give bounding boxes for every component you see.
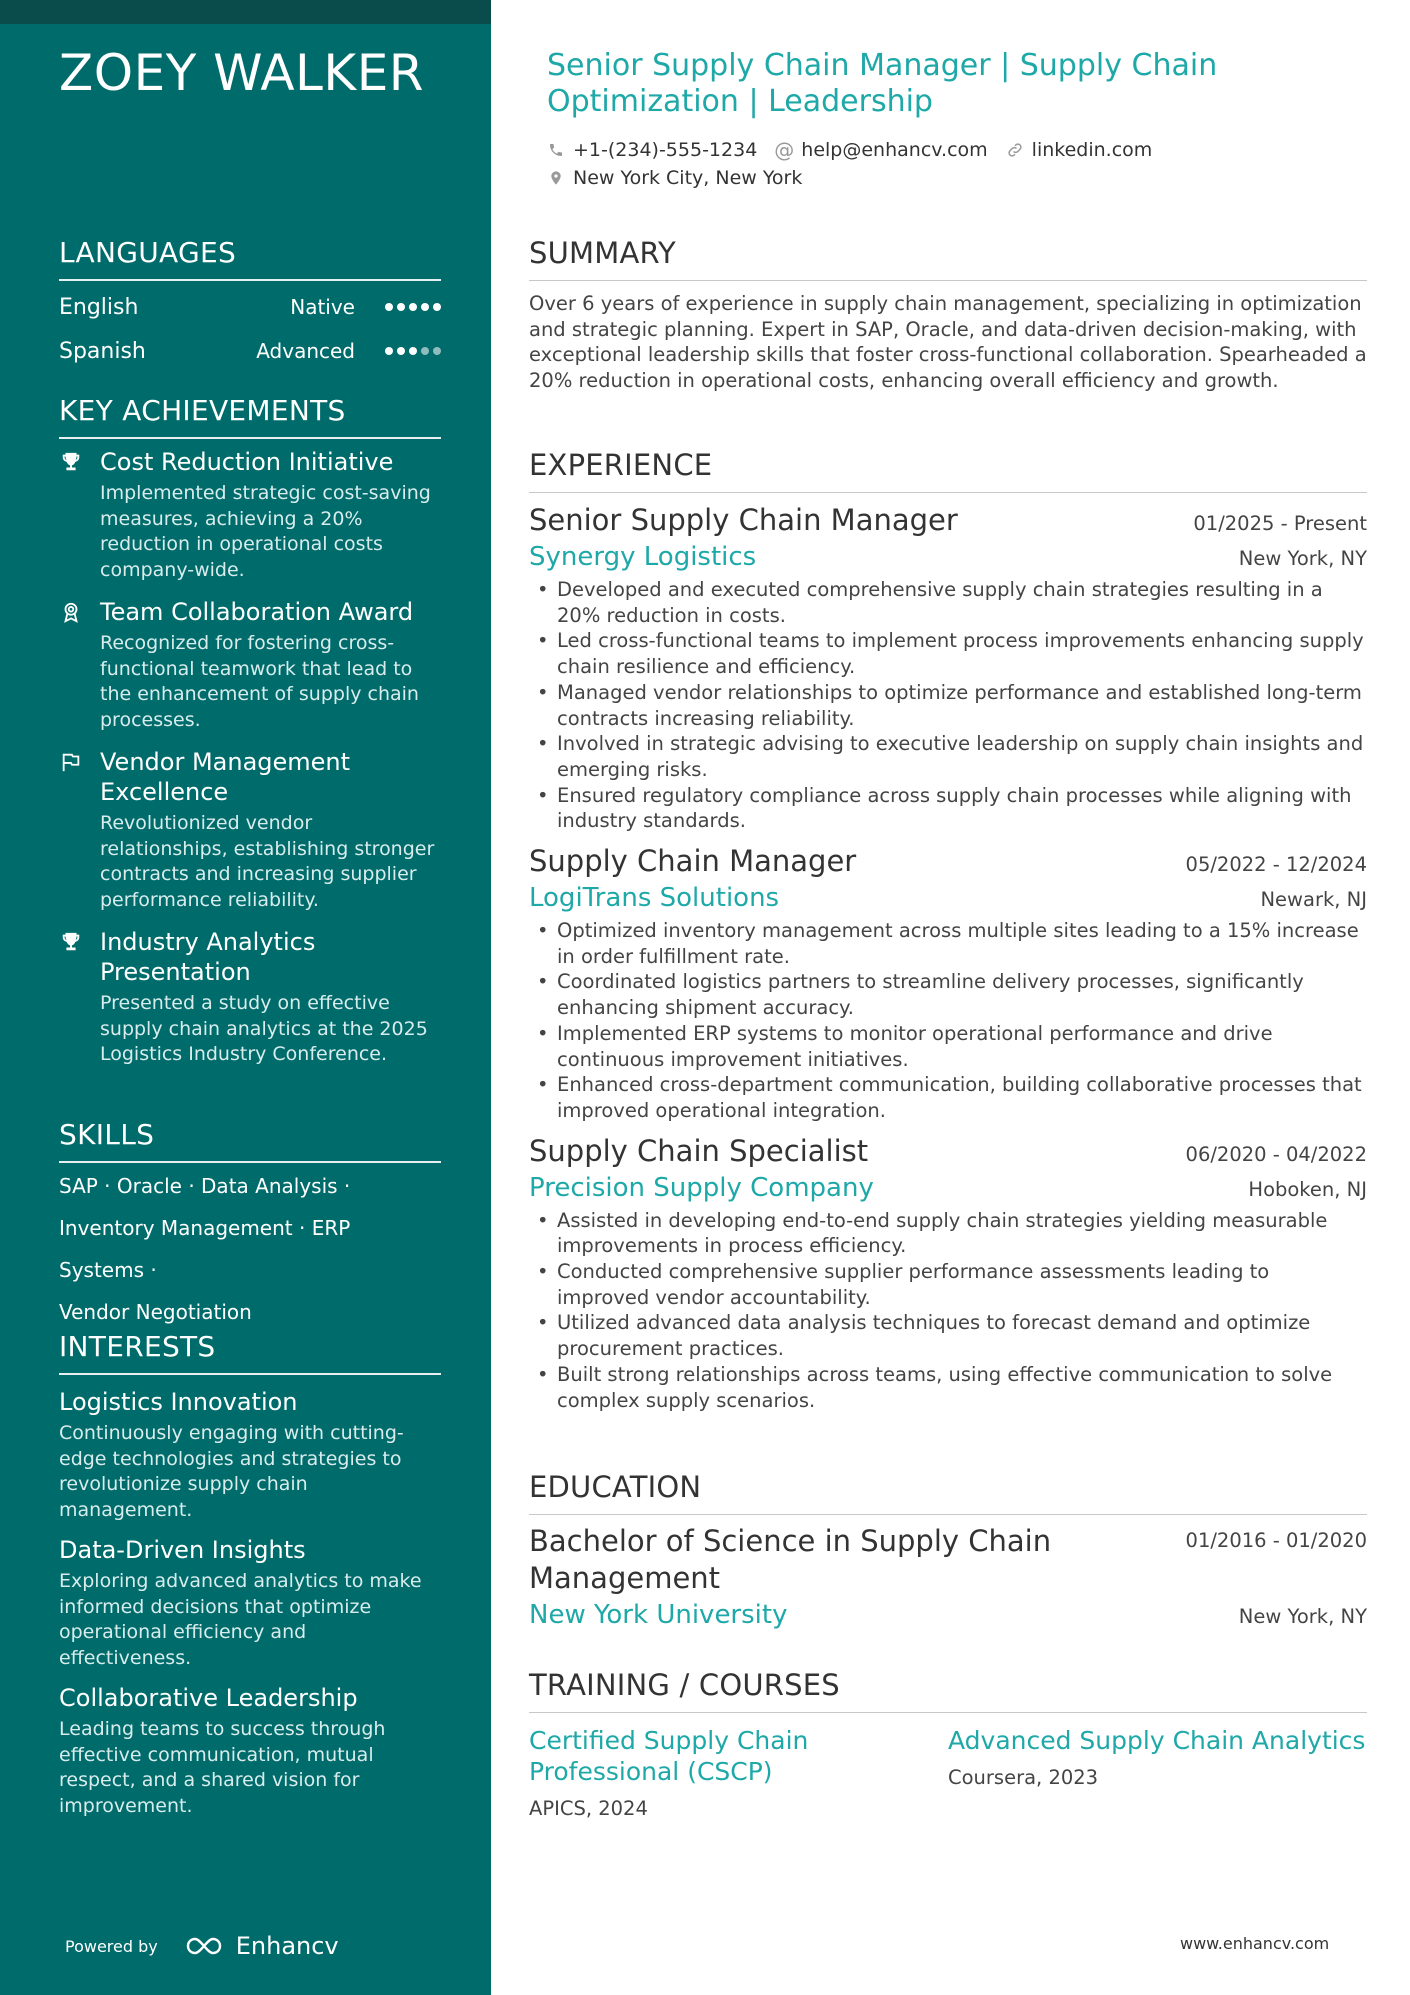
experience-section	[529, 448, 1367, 1413]
education-section	[529, 1470, 1367, 1633]
school-name: New York University	[529, 1600, 788, 1630]
job-date: 05/2022 - 12/2024	[1185, 853, 1367, 877]
course-title: Advanced Supply Chain Analytics	[948, 1726, 1366, 1755]
job-title: Supply Chain Specialist	[529, 1133, 869, 1168]
education-date: 01/2016 - 01/2020	[1185, 1529, 1367, 1552]
award-icon	[59, 600, 83, 624]
interest-item	[59, 1387, 441, 1523]
phone-icon	[547, 141, 565, 159]
trophy-icon	[59, 930, 83, 954]
location-text: New York City, New York	[573, 167, 803, 189]
job-company: Precision Supply Company	[529, 1172, 874, 1203]
achievement-title: Cost Reduction Initiative	[100, 448, 394, 476]
interests-heading: INTERESTS	[59, 1330, 441, 1375]
achievement-title: Industry Analytics Presentation	[100, 928, 316, 986]
language-level: Native	[290, 295, 355, 319]
course-provider: Coursera, 2023	[948, 1766, 1099, 1789]
interest-title: Collaborative Leadership	[59, 1684, 358, 1712]
summary-text: Over 6 years of experience in supply chain management, specializing in optimization and strategic planning. Expert in SAP, Oracle, and data-driven decision-making, with exceptional leadership skills that foster cross-functional collaboration. Spearheaded a 20% reduction in operational costs, enhancing overall efficiency and growth.	[529, 292, 1367, 392]
bullet-item: • Enhanced cross-department communication, building collaborative processes that improved operational integration.	[529, 1072, 1367, 1123]
languages-section	[59, 236, 441, 373]
job-company: LogiTrans Solutions	[529, 883, 780, 914]
skills-line: Inventory Management · ERP Systems ·	[59, 1216, 351, 1282]
skills-line: SAP · Oracle · Data Analysis ·	[59, 1174, 351, 1198]
interest-desc: Continuously engaging with cutting-edge technologies and strategies to revolutionize supply chain management.	[59, 1422, 404, 1521]
job-bullets	[529, 577, 1367, 834]
enhancv-brand-name: Enhancv	[235, 1932, 339, 1960]
contact-info	[547, 136, 1152, 192]
job-title: Supply Chain Manager	[529, 844, 857, 879]
skills-heading: SKILLS	[59, 1118, 441, 1163]
job-entry	[529, 1132, 1367, 1414]
linkedin-contact[interactable]	[1006, 139, 1153, 161]
sidebar	[0, 0, 491, 1995]
headline: Senior Supply Chain Manager | Supply Chain Optimization | Leadership	[547, 48, 1218, 119]
experience-heading: EXPERIENCE	[529, 448, 1367, 493]
course-title: Certified Supply Chain Professional (CSCP)	[529, 1726, 809, 1786]
bullet-item: • Involved in strategic advising to executive leadership on supply chain insights and emerging risks.	[529, 731, 1367, 782]
languages-heading: LANGUAGES	[59, 236, 441, 281]
phone-contact[interactable]	[547, 139, 757, 161]
language-row	[59, 329, 441, 373]
education-entry	[529, 1523, 1367, 1633]
degree-title: Bachelor of Science in Supply Chain Management	[529, 1524, 1052, 1595]
achievement-desc: Presented a study on effective supply chain analytics at the 2025 Logistics Industry Conference.	[100, 992, 428, 1065]
powered-by	[65, 1932, 339, 1960]
bullet-item: • Built strong relationships across teams, using effective communication to solve complex supply scenarios.	[529, 1362, 1367, 1413]
sidebar-top-bar	[0, 0, 491, 24]
job-location: Newark, NJ	[1260, 888, 1367, 912]
bullet-item: • Implemented ERP systems to monitor operational performance and drive continuous improvement initiatives.	[529, 1021, 1367, 1072]
school-location: New York, NY	[1238, 1605, 1367, 1628]
linkedin-text: linkedin.com	[1031, 139, 1153, 161]
location-contact	[547, 167, 802, 189]
job-location: Hoboken, NJ	[1248, 1177, 1367, 1201]
achievement-desc: Recognized for fostering cross-functional teamwork that lead to the enhancement of supply chain processes.	[100, 632, 419, 731]
interest-item	[59, 1683, 441, 1819]
job-bullets	[529, 1208, 1367, 1414]
course-provider: APICS, 2024	[529, 1797, 648, 1820]
achievement-desc: Implemented strategic cost-saving measures, achieving a 20% reduction in operational costs company-wide.	[100, 482, 431, 581]
course-item	[529, 1725, 948, 1820]
achievement-item	[59, 447, 441, 583]
training-section	[529, 1668, 1367, 1820]
powered-by-label: Powered by	[65, 1936, 158, 1956]
achievement-item	[59, 747, 441, 913]
proficiency-dots	[385, 347, 441, 355]
language-row	[59, 285, 441, 329]
at-icon: @	[774, 138, 795, 162]
achievement-title: Team Collaboration Award	[100, 598, 414, 626]
interest-item	[59, 1535, 441, 1671]
language-name: English	[59, 294, 139, 320]
course-item	[948, 1725, 1367, 1820]
achievement-item	[59, 597, 441, 733]
interest-desc: Leading teams to success through effective communication, mutual respect, and a shared vision for improvement.	[59, 1718, 386, 1817]
bullet-item: • Led cross-functional teams to implement process improvements enhancing supply chain resilience and efficiency.	[529, 628, 1367, 679]
language-level: Advanced	[256, 339, 355, 363]
link-icon	[1006, 141, 1024, 159]
job-company: Synergy Logistics	[529, 542, 757, 572]
phone-text: +1-(234)-555-1234	[573, 139, 758, 161]
job-bullets	[529, 918, 1367, 1124]
achievement-item	[59, 927, 441, 1068]
email-contact[interactable]	[775, 139, 987, 161]
proficiency-dots	[385, 303, 441, 311]
flag-icon	[59, 750, 83, 774]
summary-section	[529, 236, 1367, 393]
footer-url[interactable]: www.enhancv.com	[1180, 1934, 1330, 1953]
location-pin-icon	[547, 169, 565, 187]
job-title: Senior Supply Chain Manager	[529, 503, 958, 537]
achievements-heading: KEY ACHIEVEMENTS	[59, 394, 441, 439]
bullet-item: • Managed vendor relationships to optimize performance and established long-term contracts increasing reliability.	[529, 680, 1367, 731]
achievement-desc: Revolutionized vendor relationships, establishing stronger contracts and increasing supplier performance reliability.	[100, 812, 435, 911]
job-date: 06/2020 - 04/2022	[1185, 1142, 1367, 1166]
interest-title: Data-Driven Insights	[59, 1536, 306, 1564]
bullet-item: • Utilized advanced data analysis techniques to forecast demand and optimize procurement practices.	[529, 1310, 1367, 1361]
skills-line: Vendor Negotiation	[59, 1300, 252, 1324]
job-date: 01/2025 - Present	[1193, 512, 1367, 535]
bullet-item: • Conducted comprehensive supplier performance assessments leading to improved vendor accountability.	[529, 1259, 1367, 1310]
summary-heading: SUMMARY	[529, 236, 1367, 281]
job-location: New York, NY	[1238, 547, 1367, 570]
job-entry	[529, 501, 1367, 834]
trophy-icon	[59, 450, 83, 474]
language-name: Spanish	[59, 338, 146, 364]
interests-section	[59, 1330, 441, 1819]
candidate-name: ZOEY WALKER	[59, 44, 425, 102]
bullet-item: • Coordinated logistics partners to streamline delivery processes, significantly enhancing shipment accuracy.	[529, 969, 1367, 1020]
bullet-item: • Ensured regulatory compliance across supply chain processes while aligning with industry standards.	[529, 783, 1367, 834]
enhancv-logo[interactable]	[182, 1932, 339, 1960]
interest-desc: Exploring advanced analytics to make informed decisions that optimize operational efficiency and effectiveness.	[59, 1570, 422, 1669]
bullet-item: • Developed and executed comprehensive supply chain strategies resulting in a 20% reduction in costs.	[529, 577, 1367, 628]
education-heading: EDUCATION	[529, 1470, 1367, 1515]
skills-section	[59, 1118, 441, 1333]
bullet-item: • Assisted in developing end-to-end supply chain strategies yielding measurable improvements in process efficiency.	[529, 1208, 1367, 1259]
achievements-section	[59, 394, 441, 1068]
job-entry	[529, 842, 1367, 1124]
interest-title: Logistics Innovation	[59, 1388, 298, 1416]
enhancv-logo-icon	[182, 1935, 226, 1957]
achievement-title: Vendor Management Excellence	[100, 748, 351, 806]
bullet-item: • Optimized inventory management across multiple sites leading to a 15% increase in order fulfillment rate.	[529, 918, 1367, 969]
email-text: help@enhancv.com	[801, 139, 988, 161]
training-heading: TRAINING / COURSES	[529, 1668, 1367, 1713]
